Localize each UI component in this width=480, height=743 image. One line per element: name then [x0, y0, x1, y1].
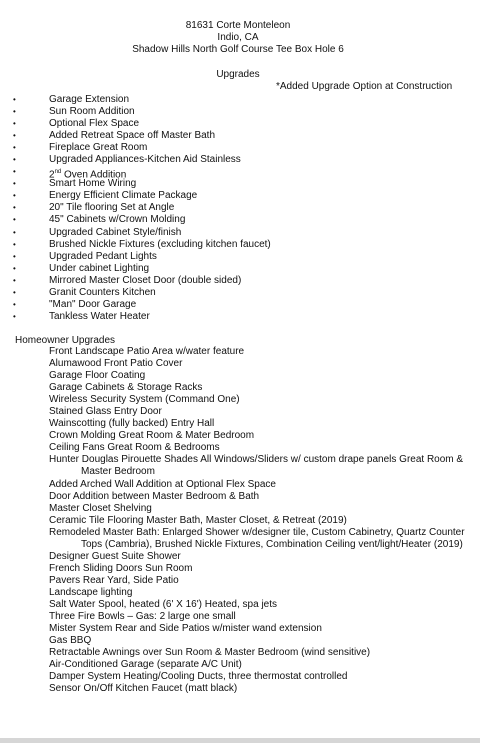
upgrade-item-text: 20" Tile flooring Set at Angle: [49, 202, 175, 214]
upgrade-item-text: Granit Counters Kitchen: [49, 286, 156, 298]
homeowner-upgrade-item: Damper System Heating/Cooling Ducts, three thermostat controlled: [49, 671, 348, 683]
homeowner-upgrade-item: Wainscotting (fully backed) Entry Hall: [49, 418, 215, 430]
bullet-icon: •: [13, 191, 16, 201]
upgrade-item-text: Mirrored Master Closet Door (double sided): [49, 274, 242, 286]
bullet-icon: •: [13, 107, 16, 117]
bullet-icon: •: [13, 311, 16, 321]
upgrade-item: [0, 202, 470, 214]
upgrade-item: [0, 106, 470, 118]
upgrade-item-text: Added Retreat Space off Master Bath: [49, 130, 216, 142]
upgrade-item: [0, 214, 470, 226]
upgrades-list: [0, 94, 470, 323]
upgrade-item: [0, 251, 470, 263]
bullet-icon: •: [13, 275, 16, 285]
upgrade-item: [0, 275, 470, 287]
homeowner-upgrade-item: Door Addition between Master Bedroom & Bath: [49, 490, 260, 502]
bullet-icon: •: [13, 299, 16, 309]
homeowner-upgrade-item: Sensor On/Off Kitchen Faucet (matt black): [49, 683, 238, 695]
homeowner-upgrade-item: Gas BBQ: [49, 635, 92, 647]
bullet-icon: •: [13, 251, 16, 261]
homeowner-upgrade-item: Retractable Awnings over Sun Room & Master Bedroom (wind sensitive): [49, 647, 371, 659]
homeowner-upgrade-item: Ceramic Tile Flooring Master Bath, Master Closet, & Retreat (2019): [49, 514, 347, 526]
upgrade-item: [0, 311, 470, 323]
homeowner-upgrade-item: Salt Water Spool, heated (6' X 16') Heated, spa jets: [49, 598, 278, 610]
bullet-icon: •: [13, 179, 16, 189]
homeowner-upgrade-item: Added Arched Wall Addition at Optional Flex Space: [49, 478, 276, 490]
homeowner-upgrade-item: Ceiling Fans Great Room & Bedrooms: [49, 442, 220, 454]
upgrade-item: [0, 130, 470, 142]
upgrade-item: [0, 94, 470, 106]
homeowner-upgrade-item: Mister System Rear and Side Patios w/mister wand extension: [49, 623, 322, 635]
upgrade-item: [0, 190, 470, 202]
upgrade-item-text: Upgraded Cabinet Style/finish: [49, 226, 182, 238]
bullet-icon: •: [13, 155, 16, 165]
upgrade-item-text: Brushed Nickle Fixtures (excluding kitchen faucet): [49, 238, 271, 250]
upgrade-item-text: Optional Flex Space: [49, 118, 140, 130]
bullet-icon: •: [13, 131, 16, 141]
upgrade-item-text: Smart Home Wiring: [49, 178, 137, 190]
bullet-icon: •: [13, 215, 16, 225]
header-city: Indio, CA: [217, 32, 259, 44]
homeowner-upgrade-item: French Sliding Doors Sun Room: [49, 562, 193, 574]
header-community: Shadow Hills North Golf Course Tee Box Hole 6: [132, 44, 344, 56]
bullet-icon: •: [13, 143, 16, 153]
document-header: [0, 20, 476, 57]
homeowner-upgrade-item: Master Closet Shelving: [49, 502, 152, 514]
homeowner-upgrade-item: Three Fire Bowls – Gas: 2 large one small: [49, 611, 236, 623]
upgrade-item: [0, 239, 470, 251]
upgrade-item-text: Sun Room Addition: [49, 106, 135, 118]
construction-note: *Added Upgrade Option at Construction: [276, 81, 453, 92]
bullet-icon: •: [13, 119, 16, 129]
homeowner-upgrade-item: Front Landscape Patio Area w/water feature: [49, 346, 245, 357]
scan-bottom-edge: [0, 738, 480, 743]
upgrade-item-text: Tankless Water Heater: [49, 310, 150, 322]
upgrade-item-text: Garage Extension: [49, 94, 130, 105]
bullet-icon: •: [13, 227, 16, 237]
bullet-icon: •: [13, 287, 16, 297]
upgrade-item-text: Under cabinet Lighting: [49, 262, 150, 274]
homeowner-upgrade-item: Remodeled Master Bath: Enlarged Shower w/designer tile, Custom Cabinetry, Quartz Counter Tops (Cambria), Brushed Nickle Fixtures, Combination Ceiling vent/light/Heater (2019): [49, 526, 465, 550]
upgrade-item: [0, 118, 470, 130]
homeowner-upgrade-item: Crown Molding Great Room & Mater Bedroom: [49, 430, 255, 442]
upgrade-item-text: Upgraded Pedant Lights: [49, 250, 157, 262]
homeowner-upgrade-item: Hunter Douglas Pirouette Shades All Windows/Sliders w/ custom drape panels Great Room & Master Bedroom: [49, 454, 464, 478]
upgrade-item-text: Energy Efficient Climate Package: [49, 190, 198, 202]
upgrades-title: Upgrades: [216, 69, 260, 80]
homeowner-upgrade-item: Garage Floor Coating: [49, 370, 146, 382]
bullet-icon: •: [13, 263, 16, 273]
homeowner-upgrade-item: Air-Conditioned Garage (separate A/C Unit): [49, 659, 242, 671]
header-address: 81631 Corte Monteleon: [185, 20, 291, 31]
homeowner-upgrades-list: [49, 346, 465, 695]
homeowner-upgrade-item: Designer Guest Suite Shower: [49, 550, 181, 562]
upgrade-item: [0, 142, 470, 154]
bullet-icon: •: [13, 167, 16, 177]
upgrade-item: [0, 154, 470, 166]
homeowner-upgrade-item: Alumawood Front Patio Cover: [49, 358, 183, 370]
upgrade-item-text: Upgraded Appliances-Kitchen Aid Stainless: [49, 154, 241, 166]
homeowner-upgrade-item: Wireless Security System (Command One): [49, 394, 240, 406]
homeowner-upgrade-item: Landscape lighting: [49, 586, 133, 598]
upgrade-item-text: 2nd Oven Addition: [49, 169, 127, 181]
upgrade-item: [0, 178, 470, 190]
upgrade-item-text: Fireplace Great Room: [49, 142, 148, 154]
homeowner-upgrade-item: Garage Cabinets & Storage Racks: [49, 382, 203, 394]
bullet-icon: •: [13, 95, 16, 104]
upgrade-item: [0, 299, 470, 311]
upgrade-item: [0, 166, 470, 181]
upgrade-item: [0, 227, 470, 239]
homeowner-upgrade-item: Stained Glass Entry Door: [49, 406, 162, 418]
upgrade-item: [0, 263, 470, 275]
homeowner-upgrades-title: Homeowner Upgrades: [15, 335, 116, 346]
upgrade-item-text: 45" Cabinets w/Crown Molding: [49, 214, 186, 226]
upgrade-item: [0, 287, 470, 299]
homeowner-upgrade-item: Pavers Rear Yard, Side Patio: [49, 574, 179, 586]
bullet-icon: •: [13, 239, 16, 249]
bullet-icon: •: [13, 203, 16, 213]
upgrade-item-text: "Man" Door Garage: [49, 298, 137, 310]
